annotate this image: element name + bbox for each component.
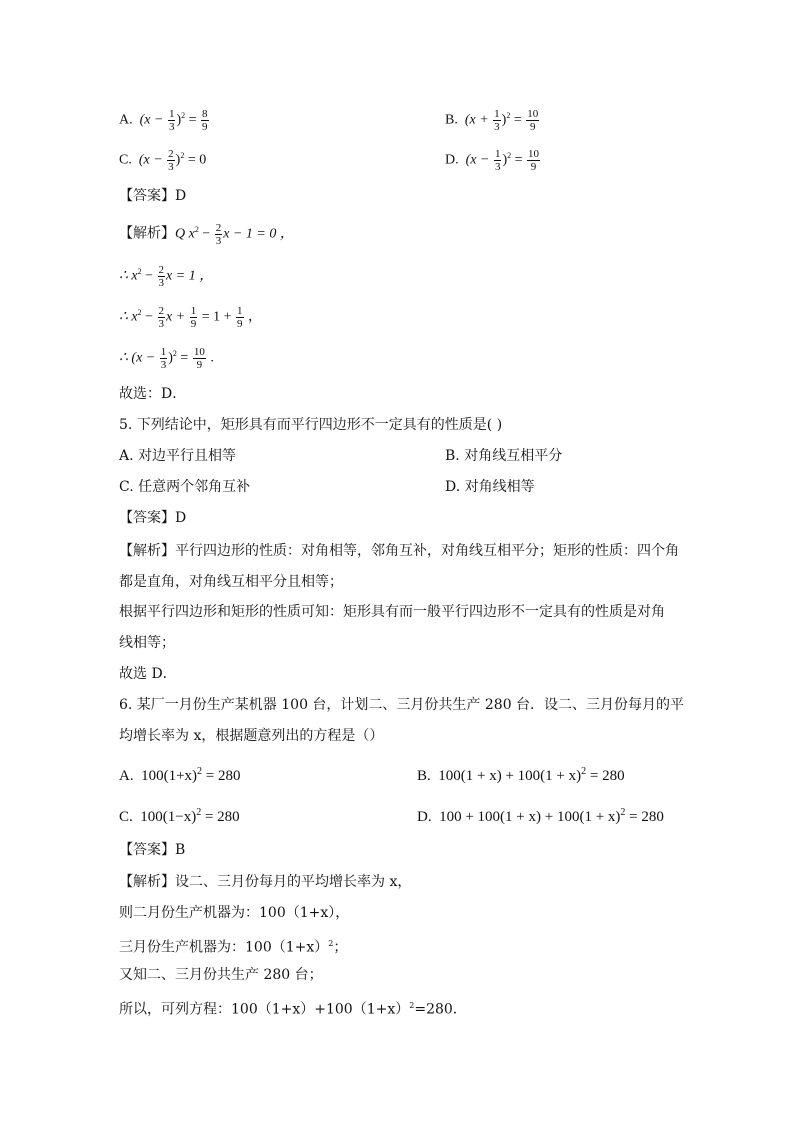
q6-option-d — [417, 803, 664, 827]
q4-answer — [119, 186, 186, 206]
q6-analysis-line-1 — [119, 872, 411, 892]
expr: ， — [244, 309, 262, 325]
q5-option-c: C. 任意两个邻角互补 — [119, 479, 251, 495]
q5-analysis-line-3: 根据平行四边形和矩形的性质可知：矩形具有而一般平行四边形不一定具有的性质是对角 — [119, 604, 665, 620]
expr: Q x — [175, 226, 195, 242]
analysis-label: 【解析】 — [119, 543, 175, 559]
exponent: 2 — [409, 1001, 415, 1010]
numerator: 1 — [237, 304, 243, 317]
exponent: 2 — [180, 151, 185, 160]
option-label: D. — [445, 152, 459, 168]
denominator: 3 — [215, 234, 222, 247]
expr: = — [511, 152, 527, 168]
denominator: 3 — [160, 358, 167, 371]
fraction — [201, 108, 209, 133]
q5-answer — [119, 508, 186, 528]
expr: = 280 — [201, 809, 240, 825]
expr: = — [510, 112, 526, 128]
fraction — [215, 222, 223, 247]
denominator: 9 — [190, 317, 197, 330]
option-label: C. — [119, 152, 132, 168]
expr: (x − — [138, 152, 167, 168]
expr: x = 1 ， — [166, 268, 214, 284]
expr: x + — [166, 309, 189, 325]
q6-option-c — [119, 803, 240, 827]
expr: x − 1 = 0 ， — [223, 226, 294, 242]
q4-conclusion: 故选：D． — [119, 386, 187, 402]
fraction — [526, 108, 539, 133]
q4-analysis-line-3 — [119, 303, 262, 330]
q5-option-b: B. 对角线互相平分 — [445, 448, 563, 464]
analysis-text: 设二、三月份每月的平均增长率为 x， — [175, 874, 412, 890]
q4-option-c — [119, 146, 206, 173]
analysis-label: 【解析】 — [119, 226, 175, 242]
q6-analysis-line-3 — [119, 934, 347, 958]
expr: ∴ (x − — [119, 350, 159, 366]
answer-label: 【答案】 — [119, 842, 175, 858]
q5-option-d: D. 对角线相等 — [445, 479, 535, 495]
exponent: 2 — [507, 151, 512, 160]
numerator: 10 — [527, 107, 539, 120]
expr: ) — [176, 112, 182, 128]
denominator: 9 — [196, 358, 203, 371]
analysis-text: =280． — [414, 1001, 467, 1018]
exponent: 2 — [506, 111, 511, 120]
q5-conclusion: 故选 D． — [119, 666, 177, 682]
expr: − — [141, 268, 157, 284]
q6-answer — [119, 840, 185, 860]
denominator: 3 — [158, 276, 165, 289]
q5-option-a: A. 对边平行且相等 — [119, 448, 237, 464]
q4-option-a — [119, 106, 210, 133]
fraction — [158, 264, 166, 289]
answer-value: B — [175, 842, 186, 858]
expr: ) — [175, 152, 181, 168]
expr: 100(1+x) — [141, 768, 198, 784]
denominator: 9 — [530, 120, 536, 133]
expr: ) — [168, 350, 173, 366]
analysis-text: ； — [333, 939, 348, 956]
expr: ) — [502, 152, 508, 168]
answer-label: 【答案】 — [119, 510, 175, 526]
q6-stem-line-2: 均增长率为 x，根据题意列出的方程是（） — [119, 728, 384, 744]
option-label: B. — [417, 768, 431, 784]
fraction — [527, 148, 540, 173]
q5-stem: 5. 下列结论中，矩形具有而平行四边形不一定具有的性质是( ) — [119, 417, 503, 433]
analysis-label: 【解析】 — [119, 874, 175, 890]
q4-analysis-line-1 — [119, 220, 294, 247]
answer-label: 【答案】 — [119, 188, 175, 204]
fraction — [236, 305, 244, 330]
denominator: 9 — [202, 120, 208, 133]
option-label: B. — [445, 112, 458, 128]
numerator: 2 — [215, 221, 222, 234]
analysis-text: 平行四边形的性质：对角相等，邻角互补，对角线互相平分；矩形的性质：四个角 — [175, 543, 679, 559]
expr: ) — [501, 112, 507, 128]
expr: = 0 — [184, 152, 207, 168]
expr: (x + — [464, 112, 493, 128]
numerator: 10 — [528, 147, 540, 160]
fraction — [193, 346, 206, 371]
fraction — [493, 108, 501, 133]
expr: = 280 — [586, 768, 625, 784]
q6-analysis-line-5 — [119, 996, 467, 1020]
denominator: 3 — [158, 317, 165, 330]
numerator: 2 — [158, 263, 165, 276]
numerator: 1 — [168, 107, 175, 120]
expr: = — [185, 112, 201, 128]
exponent: 2 — [581, 766, 587, 777]
denominator: 3 — [494, 160, 501, 173]
exponent: 2 — [172, 349, 177, 358]
q5-analysis-line-4: 线相等； — [119, 635, 175, 651]
numerator: 10 — [193, 345, 205, 358]
numerator: 8 — [202, 107, 208, 120]
denominator: 3 — [168, 120, 175, 133]
exponent: 2 — [137, 267, 142, 276]
fraction — [494, 148, 502, 173]
expr: − — [141, 309, 157, 325]
numerator: 1 — [494, 107, 500, 120]
q4-analysis-line-4 — [119, 344, 214, 371]
expr: = 280 — [625, 809, 664, 825]
numerator: 1 — [190, 304, 197, 317]
answer-value: D — [175, 188, 187, 204]
q4-option-d — [445, 146, 541, 173]
option-label: D. — [417, 809, 432, 825]
exponent: 2 — [194, 225, 199, 234]
expr: 100(1 + x) + 100(1 + x) — [438, 768, 582, 784]
q6-option-b — [417, 762, 625, 786]
fraction — [168, 108, 176, 133]
q4-option-b — [445, 106, 540, 133]
q4-analysis-line-2 — [119, 262, 213, 289]
expr: = 1 + — [198, 309, 235, 325]
q6-analysis-line-4: 又知二、三月份共生产 280 台； — [119, 967, 323, 983]
exponent: 2 — [196, 807, 202, 818]
denominator: 3 — [494, 120, 500, 133]
expr: ∴ x — [119, 309, 138, 325]
expr: ∴ x — [119, 268, 138, 284]
q5-analysis-line-1 — [119, 541, 679, 561]
fraction — [160, 346, 168, 371]
expr: (x − — [465, 152, 493, 168]
denominator: 9 — [237, 317, 243, 330]
q5-analysis-line-2: 都是直角，对角线互相平分且相等； — [119, 574, 343, 590]
exponent: 2 — [137, 308, 142, 317]
expr: 100 + 100(1 + x) + 100(1 + x) — [439, 809, 621, 825]
numerator: 1 — [494, 147, 501, 160]
analysis-text: 所以，可列方程：100（1+x）+100（1+x） — [119, 1001, 410, 1018]
exponent: 2 — [181, 111, 186, 120]
exponent: 2 — [197, 766, 203, 777]
q6-stem-line-1: 6. 某厂一月份生产某机器 100 台，计划二、三月份共生产 280 台．设二、三月份每月的平 — [119, 697, 685, 713]
option-label: C. — [119, 809, 133, 825]
expr: − — [198, 226, 214, 242]
numerator: 1 — [160, 345, 167, 358]
expr: = — [176, 350, 192, 366]
denominator: 3 — [168, 160, 174, 173]
q6-analysis-line-2: 则二月份生产机器为：100（1+x）， — [119, 905, 350, 921]
exponent: 2 — [328, 939, 334, 948]
denominator: 9 — [530, 160, 537, 173]
expr: . — [206, 350, 214, 366]
numerator: 2 — [158, 304, 165, 317]
expr: = 280 — [202, 768, 241, 784]
option-label: A. — [119, 768, 134, 784]
fraction — [190, 305, 198, 330]
fraction — [167, 148, 175, 173]
q6-option-a — [119, 762, 241, 786]
fraction — [158, 305, 166, 330]
answer-value: D — [175, 510, 187, 526]
numerator: 2 — [168, 147, 174, 160]
option-label: A. — [119, 112, 133, 128]
expr: (x − — [139, 112, 167, 128]
analysis-text: 三月份生产机器为：100（1+x） — [119, 939, 329, 956]
exponent: 2 — [620, 807, 626, 818]
expr: 100(1−x) — [140, 809, 197, 825]
